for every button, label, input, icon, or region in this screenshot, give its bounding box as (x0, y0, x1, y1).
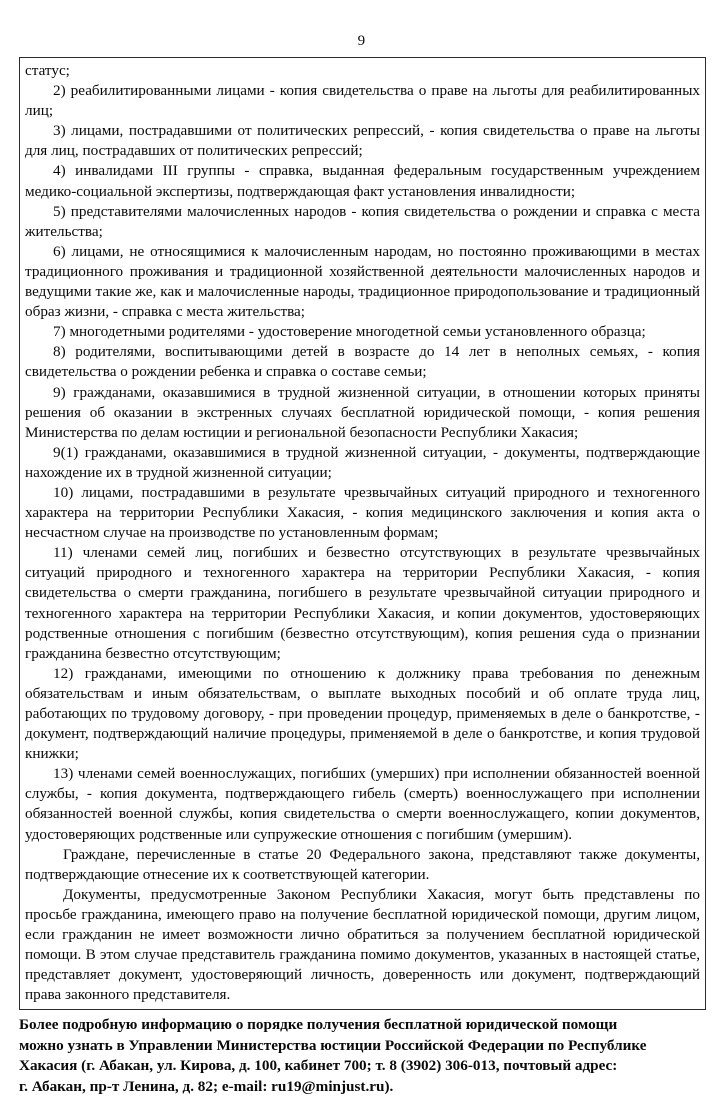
list-item-9: 9) гражданами, оказавшимися в трудной жизненной ситуации, в отношении которых приняты решения об оказании в экстренных случаях бесплатной юридической помощи, - копия решения Министерства по делам юстиции и региональной безопасности Республики Хакасия; (25, 383, 700, 441)
footer-line-3: Хакасия (г. Абакан, ул. Кирова, д. 100, кабинет 700; т. 8 (3902) 306-013, почтовый адрес: (19, 1057, 618, 1075)
footer-line-1: Более подробную информацию о порядке получения бесплатной юридической помощи (19, 1016, 618, 1034)
list-item-7: 7) многодетными родителями - удостоверение многодетной семьи установленного образца; (53, 323, 646, 341)
list-item-3: 3) лицами, пострадавшими от политических репрессий, - копия свидетельства о праве на льготы для лиц, пострадавших от политических репрессий; (25, 122, 700, 160)
list-item-12: 12) гражданами, имеющими по отношению к должнику права требования по денежным обязательствам и иным обязательствам, о выплате выходных пособий и об оплате труда лиц, работающих по трудовому договору, - при проведении процедур, применяемых в деле о банкротстве, - документ, подтверждающий наличие процедуры, применяемой в деле о банкротстве, и копия трудовой книжки; (25, 664, 700, 763)
list-item-5: 5) представителями малочисленных народов - копия свидетельства о рождении и справка с места жительства; (25, 202, 700, 240)
paragraph-status: статус; (25, 62, 70, 79)
paragraph-citizens-article-20: Граждане, перечисленные в статье 20 Федерального закона, представляют также документы, подтверждающие отнесение их к соответствующей категории. (25, 845, 700, 883)
paragraph-documents-law: Документы, предусмотренные Законом Республики Хакасия, могут быть представлены по просьбе гражданина, имеющего право на получение бесплатной юридической помощи, другим лицом, если гражданин не имеет возможности лично обратиться за получением бесплатной юридической помощи. В этом случае представитель гражданина помимо документов, указанных в настоящей статье, представляет документ, удостоверяющий личность, доверенность или документ, подтверждающий права законного представителя. (25, 885, 700, 1004)
page-number: 9 (357, 33, 366, 49)
list-item-2: 2) реабилитированными лицами - копия свидетельства о праве на льготы для реабилитированных лиц; (25, 82, 700, 120)
footer-line-4: г. Абакан, пр-т Ленина, д. 82; e-mail: ru19@minjust.ru). (19, 1077, 394, 1095)
footer-contact-info (19, 1015, 706, 1097)
list-item-6: 6) лицами, не относящимися к малочисленным народам, но постоянно проживающими в местах традиционного проживания и традиционной хозяйственной деятельности малочисленных народов и ведущими такие же, как и малочисленные народы, традиционное природопользование и традиционный образ жизни, - справка с места жительства; (25, 242, 700, 321)
list-item-13: 13) членами семей военнослужащих, погибших (умерших) при исполнении обязанностей военной службы, - копия документа, подтверждающего гибель (смерть) военнослужащего при исполнении обязанностей военной службы, копия свидетельства о смерти военнослужащего, копии документов, удостоверяющих родственные или супружеские отношения с погибшим (умершим). (25, 765, 700, 843)
list-item-10: 10) лицами, пострадавшими в результате чрезвычайных ситуаций природного и техногенного характера на территории Республики Хакасия, - копия медицинского заключения и копия акта о несчастном случае на производстве по установленным формам; (25, 483, 700, 542)
list-item-4: 4) инвалидами III группы - справка, выданная федеральным государственным учреждением медико-социальной экспертизы, подтверждающая факт установления инвалидности; (25, 162, 700, 200)
footer-line-2: можно узнать в Управлении Министерства юстиции Российской Федерации по Республике (19, 1036, 647, 1054)
list-item-9-1: 9(1) гражданами, оказавшимися в трудной жизненной ситуации, - документы, подтверждающие нахождение их в трудной жизненной ситуации; (25, 443, 700, 481)
list-item-8: 8) родителями, воспитывающими детей в возрасте до 14 лет в неполных семьях, - копия свидетельства о рождении ребенка и справка о составе семьи; (25, 343, 700, 381)
list-item-11: 11) членами семей лиц, погибших и безвестно отсутствующих в результате чрезвычайных ситуаций природного и техногенного характера на территории Республики Хакасия, - копия свидетельства о смерти гражданина, погибшего в результате чрезвычайной ситуации природного и техногенного характера на территории Республики Хакасия, и копии документов, удостоверяющих родственные отношения с погибшим (безвестно отсутствующим), копия решения суда о признании гражданина безвестно отсутствующим; (25, 544, 700, 662)
framed-text-block (19, 57, 706, 1010)
